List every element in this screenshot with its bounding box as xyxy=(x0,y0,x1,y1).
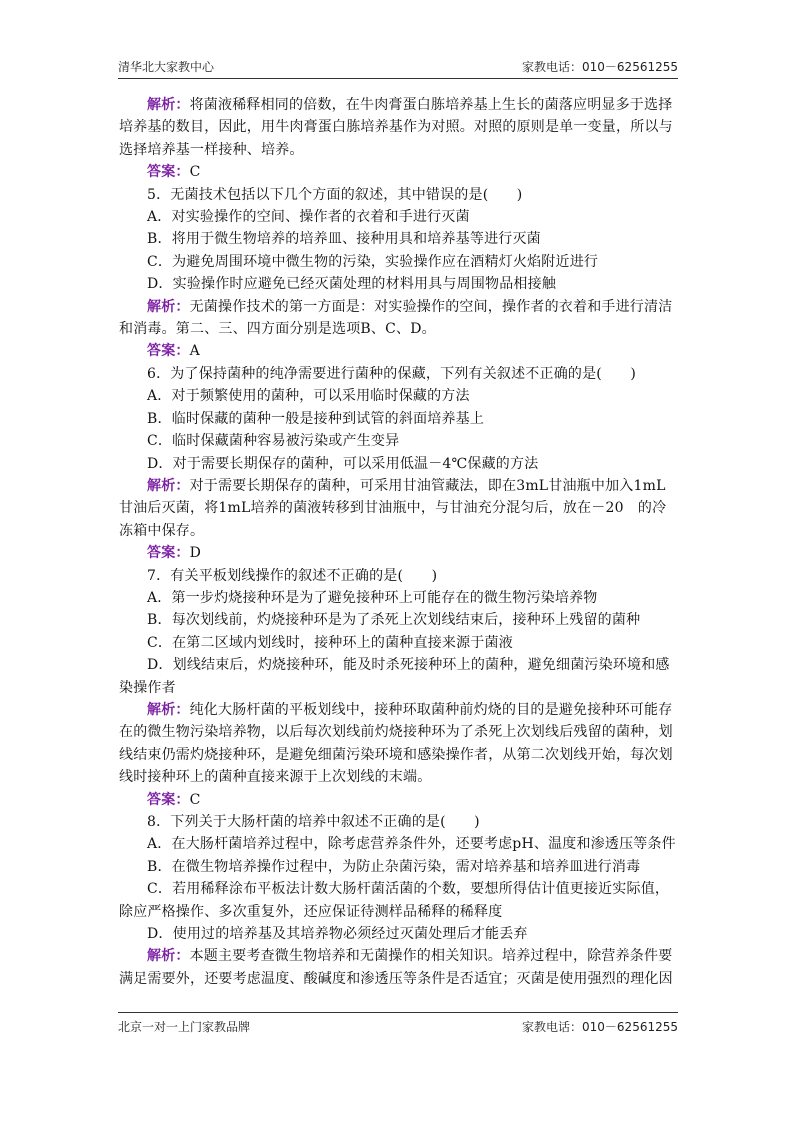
block-text: D．对于需要长期保存的菌种，可以采用低温－4℃保藏的方法 xyxy=(147,455,539,472)
answer-line xyxy=(119,789,679,811)
answer-option xyxy=(119,587,679,609)
answer-option xyxy=(119,878,679,923)
explanation-paragraph xyxy=(119,699,679,789)
page-footer xyxy=(118,1018,678,1036)
block-text: D．实验操作时应避免已经灭菌处理的材料用具与周围物品相接触 xyxy=(147,276,557,293)
document-body xyxy=(119,94,679,990)
block-text: 5．无菌技术包括以下几个方面的叙述，其中错误的是( ) xyxy=(147,186,523,203)
block-text: 7．有关平板划线操作的叙述不正确的是( ) xyxy=(147,567,438,584)
answer-option xyxy=(119,273,679,295)
question-stem xyxy=(119,363,679,385)
block-text: 6．为了保持菌种的纯净需要进行菌种的保藏，下列有关叙述不正确的是( ) xyxy=(147,365,637,382)
block-text: 无菌操作技术的第一方面是：对实验操作的空间，操作者的衣着和手进行清洁和消毒。第二、三、四方面分别是选项B、C、D。 xyxy=(119,298,673,338)
question-stem xyxy=(119,565,679,587)
answer-option xyxy=(119,453,679,475)
explanation-label: 解析： xyxy=(147,477,190,494)
answer-option xyxy=(119,385,679,407)
block-text: 本题主要考查微生物培养和无菌操作的相关知识。培养过程中，除营养条件要满足需要外，还要考虑温度、酸碱度和渗透压等条件是否适宜；灭菌是使用强烈的理化因 xyxy=(119,948,673,987)
explanation-label: 解析： xyxy=(147,298,190,315)
block-text: C．若用稀释涂布平板法计数大肠杆菌活菌的个数，要想所得估计值更接近实际值，除应严格操作、多次重复外，还应保证待测样品稀释的稀释度 xyxy=(119,881,670,920)
block-text: 纯化大肠杆菌的平板划线中，接种环取菌种前灼烧的目的是避免接种环可能存在的微生物污染培养物，以后每次划线前灼烧接种环为了杀死上次划线后残留的菌种，划线结束仍需灼烧接种环，是避免细菌污染环境和感染操作者，从第二次划线开始，每次划线时接种环上的菌种直接来源于上次划线的末端。 xyxy=(119,701,673,786)
answer-label: 答案： xyxy=(147,164,190,181)
block-text: C．为避免周围环境中微生物的污染，实验操作应在酒精灯火焰附近进行 xyxy=(147,253,599,270)
answer-option xyxy=(119,609,679,631)
explanation-paragraph xyxy=(119,94,679,161)
answer-option xyxy=(119,632,679,654)
block-text: B．临时保藏的菌种一般是接种到试管的斜面培养基上 xyxy=(147,410,485,427)
block-text: C xyxy=(189,791,201,808)
footer-brand: 北京一对一上门家教品牌 xyxy=(118,1020,251,1034)
header-rule xyxy=(118,78,678,79)
answer-option xyxy=(119,923,679,945)
answer-option xyxy=(119,833,679,855)
block-text: B．每次划线前，灼烧接种环是为了杀死上次划线结束后，接种环上残留的菌种 xyxy=(147,612,641,629)
block-text: C．在第二区域内划线时，接种环上的菌种直接来源于菌液 xyxy=(147,634,513,651)
answer-line xyxy=(119,161,679,183)
explanation-label: 解析： xyxy=(147,701,190,718)
block-text: D．划线结束后，灼烧接种环，能及时杀死接种环上的菌种，避免细菌污染环境和感染操作者 xyxy=(119,657,670,696)
answer-option xyxy=(119,408,679,430)
block-text: D xyxy=(189,545,202,562)
block-text: 8．下列关于大肠杆菌的培养中叙述不正确的是( ) xyxy=(147,814,480,830)
header-brand: 清华北大家教中心 xyxy=(118,60,215,74)
question-stem xyxy=(119,184,679,206)
answer-label: 答案： xyxy=(147,545,190,562)
block-text: A．对于频繁使用的菌种，可以采用临时保藏的方法 xyxy=(147,388,470,405)
question-stem xyxy=(119,811,679,833)
answer-line xyxy=(119,340,679,362)
answer-line xyxy=(119,542,679,564)
header-phone: 家教电话：010－62561255 xyxy=(522,60,678,74)
answer-option xyxy=(119,228,679,250)
answer-option xyxy=(119,251,679,273)
block-text: 对于需要长期保存的菌种，可采用甘油管藏法，即在3mL甘油瓶中加入1mL甘油后灭菌，将1mL培养的菌液转移到甘油瓶中，与甘油充分混匀后，放在－20 的冷冻箱中保存。 xyxy=(119,477,667,539)
explanation-paragraph xyxy=(119,475,679,542)
explanation-label: 解析： xyxy=(147,948,190,965)
answer-option xyxy=(119,206,679,228)
answer-option xyxy=(119,856,679,878)
answer-label: 答案： xyxy=(147,343,190,360)
answer-option xyxy=(119,654,679,699)
explanation-label: 解析： xyxy=(147,97,190,113)
explanation-paragraph xyxy=(119,296,679,341)
answer-option xyxy=(119,430,679,452)
block-text: A．在大肠杆菌培养过程中，除考虑营养条件外，还要考虑pH、温度和渗透压等条件 xyxy=(147,836,676,853)
block-text: C xyxy=(189,164,201,181)
block-text: A xyxy=(189,343,200,360)
block-text: 将菌液稀释相同的倍数，在牛肉膏蛋白胨培养基上生长的菌落应明显多于选择培养基的数目，因此，用牛肉膏蛋白胨培养基作为对照。对照的原则是单一变量，所以与选择培养基一样接种、培养。 xyxy=(119,97,673,158)
page-header xyxy=(118,58,678,76)
block-text: B．将用于微生物培养的培养皿、接种用具和培养基等进行灭菌 xyxy=(147,231,541,248)
block-text: D．使用过的培养基及其培养物必须经过灭菌处理后才能丢弃 xyxy=(147,926,528,943)
footer-rule xyxy=(118,1012,678,1013)
explanation-paragraph xyxy=(119,945,679,990)
answer-label: 答案： xyxy=(147,791,190,808)
block-text: A．第一步灼烧接种环是为了避免接种环上可能存在的微生物污染培养物 xyxy=(147,589,598,606)
block-text: B．在微生物培养操作过程中，为防止杂菌污染，需对培养基和培养皿进行消毒 xyxy=(147,858,641,875)
footer-phone: 家教电话：010－62561255 xyxy=(522,1020,678,1034)
block-text: C．临时保藏菌种容易被污染或产生变异 xyxy=(147,433,400,450)
block-text: A．对实验操作的空间、操作者的衣着和手进行灭菌 xyxy=(147,209,470,226)
